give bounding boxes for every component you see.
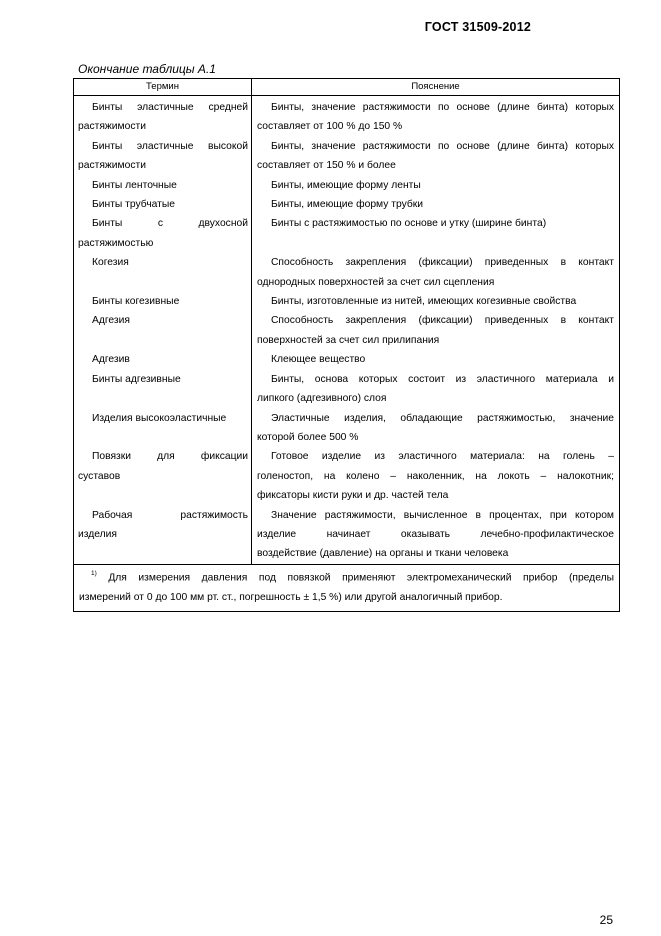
explanation-cell-text: фиксаторы кисти руки и др. частей тела bbox=[257, 490, 449, 502]
explanation-cell-line bbox=[257, 176, 614, 195]
explanation-cell-line bbox=[257, 311, 614, 330]
explanation-cell bbox=[257, 253, 614, 292]
term-cell-text: Адгезия bbox=[92, 315, 130, 327]
explanation-cell-line bbox=[257, 506, 614, 525]
term-cell-line bbox=[78, 350, 248, 369]
term-cell-line bbox=[78, 98, 248, 117]
explanation-cell-line bbox=[257, 409, 614, 428]
term-cell-line bbox=[78, 234, 248, 253]
term-cell bbox=[78, 506, 248, 564]
term-cell bbox=[78, 350, 248, 369]
explanation-cell bbox=[257, 409, 614, 448]
explanation-cell-line bbox=[257, 195, 614, 214]
footnote-text-1: Для измерения давления под повязкой применяют электромеханический прибор (пределы bbox=[108, 572, 614, 584]
term-cell-text: Рабочая растяжимость bbox=[92, 509, 248, 521]
term-cell-text: Бинты адгезивные bbox=[92, 373, 181, 385]
page-number: 25 bbox=[599, 913, 613, 927]
explanation-cell-text: составляет от 150 % и более bbox=[257, 160, 396, 172]
term-cell-line bbox=[78, 428, 248, 447]
term-cell-line bbox=[78, 292, 248, 311]
table-caption: Окончание таблицы А.1 bbox=[78, 62, 216, 76]
explanation-cell-line bbox=[257, 234, 614, 253]
term-cell bbox=[78, 176, 248, 195]
term-cell-line bbox=[78, 156, 248, 175]
explanation-cell-text: Клеющее вещество bbox=[271, 354, 366, 366]
term-cell-line bbox=[78, 389, 248, 408]
term-cell-line bbox=[78, 176, 248, 195]
footnote-marker: 1) bbox=[91, 569, 97, 577]
table-footnote bbox=[74, 564, 619, 611]
term-cell-line bbox=[78, 253, 248, 272]
explanation-cell-line bbox=[257, 273, 614, 292]
term-cell bbox=[78, 311, 248, 350]
explanation-cell-text: которой более 500 % bbox=[257, 431, 359, 443]
explanation-cell-text: Бинты, основа которых состоит из эластичного материала и bbox=[271, 373, 614, 385]
term-cell-line bbox=[78, 214, 248, 233]
term-cell bbox=[78, 214, 248, 253]
term-cell-line bbox=[78, 544, 248, 563]
explanation-cell-text: Бинты, имеющие форму ленты bbox=[271, 179, 421, 191]
term-cell-line bbox=[78, 137, 248, 156]
term-cell-text: Адгезив bbox=[92, 354, 130, 366]
explanation-cell-text: воздействие (давление) на органы и ткани человека bbox=[257, 548, 509, 560]
explanation-cell-text: Способность закрепления (фиксации) приведенных в контакт bbox=[271, 257, 614, 269]
explanation-cell-text: Способность закрепления (фиксации) приведенных в контакт bbox=[271, 315, 614, 327]
explanation-cell-text: Бинты с растяжимостью по основе и утку (ширине бинта) bbox=[271, 218, 547, 230]
explanation-cell-line bbox=[257, 447, 614, 466]
term-column bbox=[74, 96, 252, 564]
explanation-cell bbox=[257, 195, 614, 214]
term-cell-text: Изделия высокоэластичные bbox=[92, 412, 227, 424]
term-cell-text: Бинты трубчатые bbox=[92, 199, 176, 211]
explanation-cell-line bbox=[257, 370, 614, 389]
term-cell-text: растяжимости bbox=[78, 160, 146, 172]
table-body bbox=[74, 96, 619, 564]
explanation-cell-line bbox=[257, 389, 614, 408]
term-cell-line bbox=[78, 311, 248, 330]
explanation-cell-line bbox=[257, 428, 614, 447]
explanation-cell-text: Значение растяжимости, вычисленное в процентах, при котором bbox=[271, 509, 614, 521]
term-cell bbox=[78, 253, 248, 292]
explanation-cell bbox=[257, 98, 614, 137]
term-cell-text: суставов bbox=[78, 470, 121, 482]
term-cell-line bbox=[78, 370, 248, 389]
term-cell-line bbox=[78, 447, 248, 466]
standard-code: ГОСТ 31509-2012 bbox=[424, 20, 531, 34]
explanation-cell-line bbox=[257, 98, 614, 117]
explanation-cell bbox=[257, 292, 614, 311]
term-cell bbox=[78, 292, 248, 311]
term-cell bbox=[78, 98, 248, 137]
explanation-cell-text: однородных поверхностей за счет сил сцепления bbox=[257, 276, 495, 288]
term-cell bbox=[78, 409, 248, 448]
term-cell-line bbox=[78, 525, 248, 544]
explanation-cell-line bbox=[257, 214, 614, 233]
explanation-cell-line bbox=[257, 331, 614, 350]
explanation-cell bbox=[257, 311, 614, 350]
terms-table bbox=[73, 78, 620, 612]
explanation-cell-text: составляет от 100 % до 150 % bbox=[257, 121, 403, 133]
term-cell bbox=[78, 137, 248, 176]
term-cell-line bbox=[78, 409, 248, 428]
term-cell-text: Когезия bbox=[92, 257, 129, 269]
explanation-cell-line bbox=[257, 137, 614, 156]
term-cell-text: растяжимости bbox=[78, 121, 146, 133]
explanation-cell-text: Бинты, значение растяжимости по основе (длине бинта) которых bbox=[271, 102, 614, 113]
explanation-cell bbox=[257, 350, 614, 369]
explanation-cell-line bbox=[257, 253, 614, 272]
explanation-cell-line bbox=[257, 525, 614, 544]
term-cell-text: растяжимостью bbox=[78, 237, 154, 249]
term-cell bbox=[78, 195, 248, 214]
explanation-cell bbox=[257, 214, 614, 253]
term-cell-text: Бинты эластичные высокой bbox=[92, 140, 248, 152]
term-cell-text: Бинты ленточные bbox=[92, 179, 177, 191]
explanation-cell-text: поверхностей за счет сил прилипания bbox=[257, 334, 440, 346]
explanation-cell-text: изделие начинает оказывать лечебно-профилактическое bbox=[257, 528, 614, 540]
explanation-cell-text: Эластичные изделия, обладающие растяжимостью, значение bbox=[271, 412, 614, 424]
explanation-cell-line bbox=[257, 156, 614, 175]
footnote-line-2: измерений от 0 до 100 мм рт. ст., погрешность ± 1,5 %) или другой аналогичный прибор. bbox=[79, 591, 503, 603]
explanation-cell bbox=[257, 176, 614, 195]
explanation-cell bbox=[257, 447, 614, 505]
term-cell-text: Бинты эластичные средней bbox=[92, 102, 248, 113]
explanation-cell-text: Готовое изделие из эластичного материала: на голень – bbox=[271, 451, 614, 463]
table-header bbox=[74, 79, 619, 96]
term-cell-line bbox=[78, 195, 248, 214]
footnote-line-1 bbox=[79, 565, 614, 588]
term-cell-text: Бинты с двухосной bbox=[92, 218, 248, 230]
explanation-cell-line bbox=[257, 467, 614, 486]
term-cell-text: Повязки для фиксации bbox=[92, 451, 248, 463]
explanation-cell bbox=[257, 506, 614, 564]
term-cell-text: Бинты когезивные bbox=[92, 296, 180, 308]
term-cell-line bbox=[78, 486, 248, 505]
explanation-cell-line bbox=[257, 350, 614, 369]
term-cell-line bbox=[78, 467, 248, 486]
explanation-cell bbox=[257, 370, 614, 409]
term-cell-line bbox=[78, 117, 248, 136]
column-header-term: Термин bbox=[74, 79, 252, 95]
explanation-cell-line bbox=[257, 486, 614, 505]
explanation-cell-text: липкого (адгезивного) слоя bbox=[257, 393, 387, 405]
explanation-cell-text: Бинты, изготовленные из нитей, имеющих когезивные свойства bbox=[271, 296, 577, 308]
explanation-cell-text: Бинты, имеющие форму трубки bbox=[271, 199, 423, 211]
explanation-column bbox=[252, 96, 619, 564]
explanation-cell bbox=[257, 137, 614, 176]
term-cell-line bbox=[78, 273, 248, 292]
term-cell-text: изделия bbox=[78, 528, 117, 540]
explanation-cell-text: голеностоп, на колено – наколенник, на локоть – налокотник; bbox=[257, 470, 614, 482]
explanation-cell-line bbox=[257, 544, 614, 563]
column-header-explanation: Пояснение bbox=[411, 81, 460, 92]
explanation-cell-text: Бинты, значение растяжимости по основе (длине бинта) которых bbox=[271, 140, 614, 152]
explanation-cell-line bbox=[257, 117, 614, 136]
term-cell bbox=[78, 370, 248, 409]
explanation-cell-line bbox=[257, 292, 614, 311]
term-cell-line bbox=[78, 506, 248, 525]
term-cell-line bbox=[78, 331, 248, 350]
term-cell bbox=[78, 447, 248, 505]
